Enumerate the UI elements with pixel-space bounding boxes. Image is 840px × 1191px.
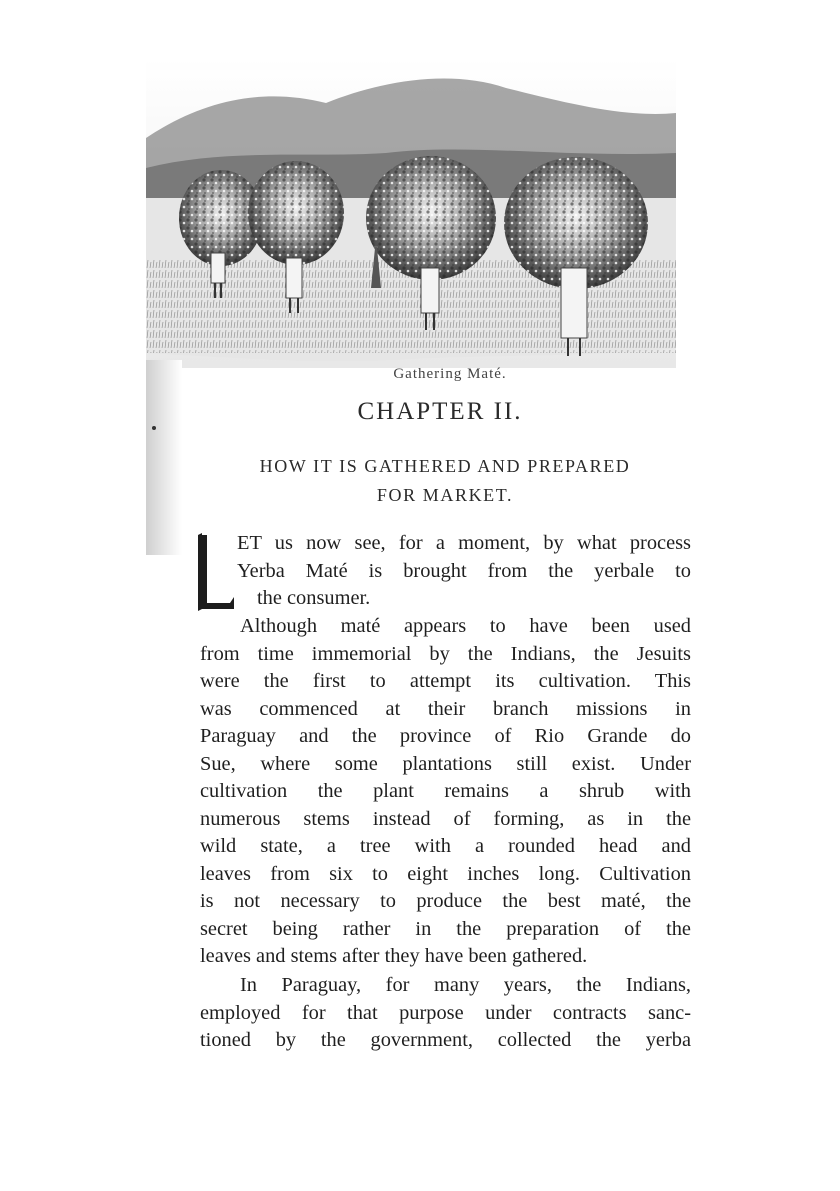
figure-caption: Gathering Maté.	[393, 366, 507, 382]
paragraph-3	[200, 972, 691, 1055]
text-line: Yerba Maté is brought from the yerbale to	[237, 559, 691, 582]
subtitle-line: HOW IT IS GATHERED AND PREPARED	[259, 456, 631, 476]
text-line: tioned by the government, collected the yerba	[200, 1029, 691, 1051]
text-line: In Paraguay, for many years, the Indians,	[240, 974, 691, 996]
text-line: from time immemorial by the Indians, the Jesuits	[200, 642, 691, 665]
text-line: Sue, where some plantations still exist. Under	[200, 752, 691, 775]
text-line: leaves from six to eight inches long. Cultivation	[200, 862, 691, 885]
text-line: cultivation the plant remains a shrub with	[200, 780, 691, 802]
text-line: numerous stems instead of forming, as in the	[200, 807, 691, 830]
text-line: leaves and stems after they have been gathered.	[200, 945, 588, 967]
text-line: wild state, a tree with a rounded head and	[200, 835, 691, 857]
chapter-subtitle	[200, 452, 690, 510]
chapter-title: CHAPTER II.	[357, 398, 523, 425]
text-line: Although maté appears to have been used	[240, 615, 691, 637]
illustration-edge-fade	[146, 360, 182, 555]
drop-cap	[196, 531, 236, 613]
text-line: was commenced at their branch missions in	[200, 697, 691, 720]
text-line: secret being rather in the preparation of the	[200, 917, 691, 940]
text-line: employed for that purpose under contracts sanc-	[200, 1001, 691, 1024]
gathering-mate-illustration	[146, 58, 676, 368]
paragraph-2	[200, 613, 691, 971]
text-line: Paraguay and the province of Rio Grande do	[200, 725, 691, 747]
text-line: is not necessary to produce the best maté, the	[200, 890, 691, 912]
text-line: the consumer.	[257, 587, 371, 609]
subtitle-line: FOR MARKET.	[376, 485, 514, 505]
text-line: were the first to attempt its cultivation. This	[200, 670, 691, 692]
paragraph-1	[237, 530, 691, 613]
text-line: ET us now see, for a moment, by what process	[237, 532, 691, 554]
